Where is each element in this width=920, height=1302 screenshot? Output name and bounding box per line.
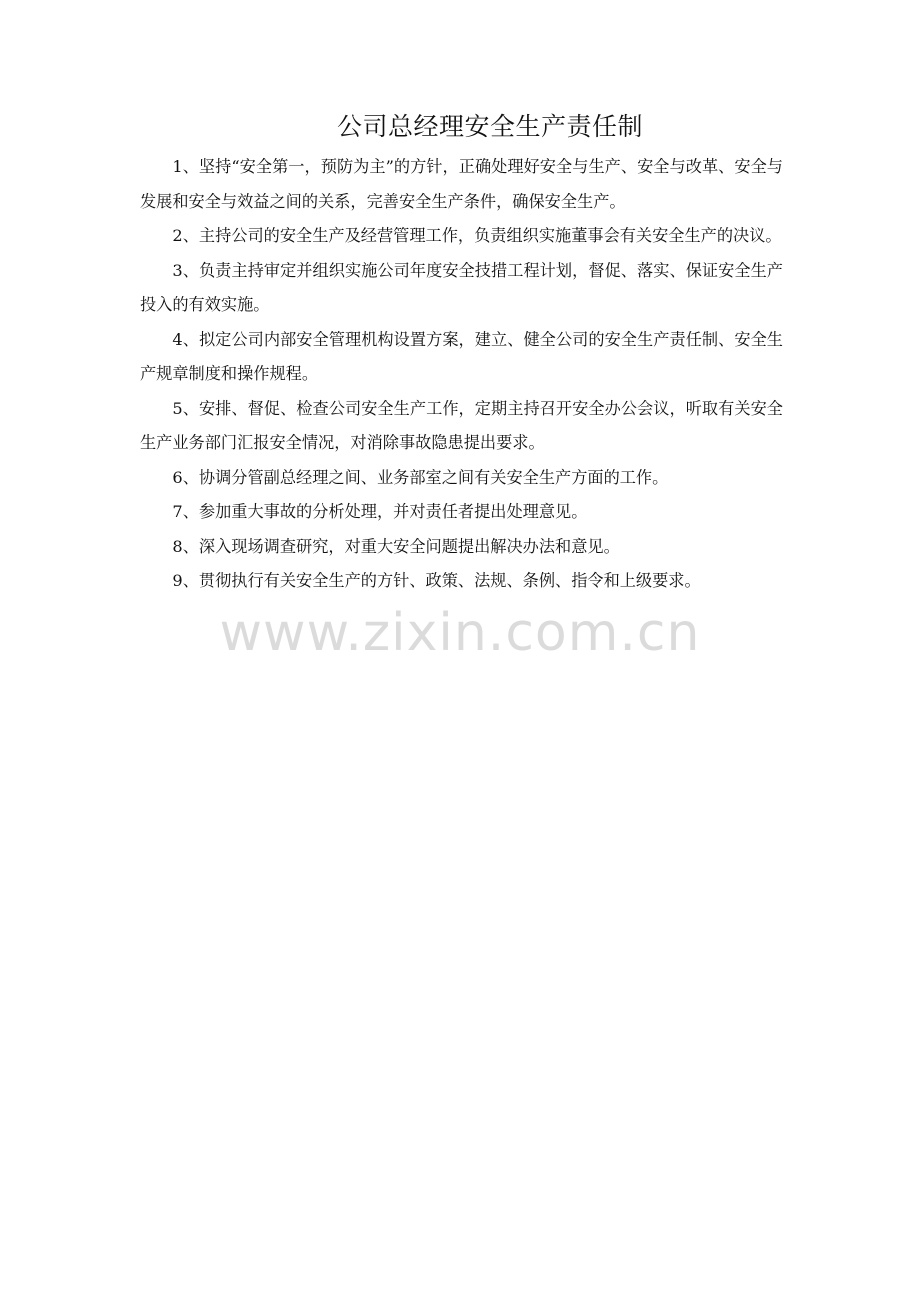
responsibility-item-9: 9、贯彻执行有关安全生产的方针、政策、法规、条例、指令和上级要求。 [172,571,701,590]
responsibility-item-8: 8、深入现场调查研究，对重大安全问题提出解决办法和意见。 [172,536,620,556]
document-body [140,150,783,599]
responsibility-item-1: 1、坚持“安全第一，预防为主”的方针，正确处理好安全与生产、安全与改革、安全与发展和安全与效益之间的关系，完善安全生产条件，确保安全生产。 [140,157,783,211]
responsibility-item-6: 6、协调分管副总经理之间、业务部室之间有关安全生产方面的工作。 [172,467,669,487]
responsibility-item-5: 5、安排、督促、检查公司安全生产工作，定期主持召开安全办公会议，听取有关安全生产业务部门汇报安全情况，对消除事故隐患提出要求。 [140,398,783,452]
responsibility-item-3: 3、负责主持审定并组织实施公司年度安全技措工程计划，督促、落实、保证安全生产投入的有效实施。 [140,260,783,314]
watermark: www.zixin.com.cn [219,603,701,663]
document-title: 公司总经理安全生产责任制 [336,112,643,141]
responsibility-item-2: 2、主持公司的安全生产及经营管理工作，负责组织实施董事会有关安全生产的决议。 [172,226,782,245]
responsibility-item-4: 4、拟定公司内部安全管理机构设置方案，建立、健全公司的安全生产责任制、安全生产规章制度和操作规程。 [140,329,783,383]
responsibility-item-7: 7、参加重大事故的分析处理，并对责任者提出处理意见。 [172,502,588,521]
